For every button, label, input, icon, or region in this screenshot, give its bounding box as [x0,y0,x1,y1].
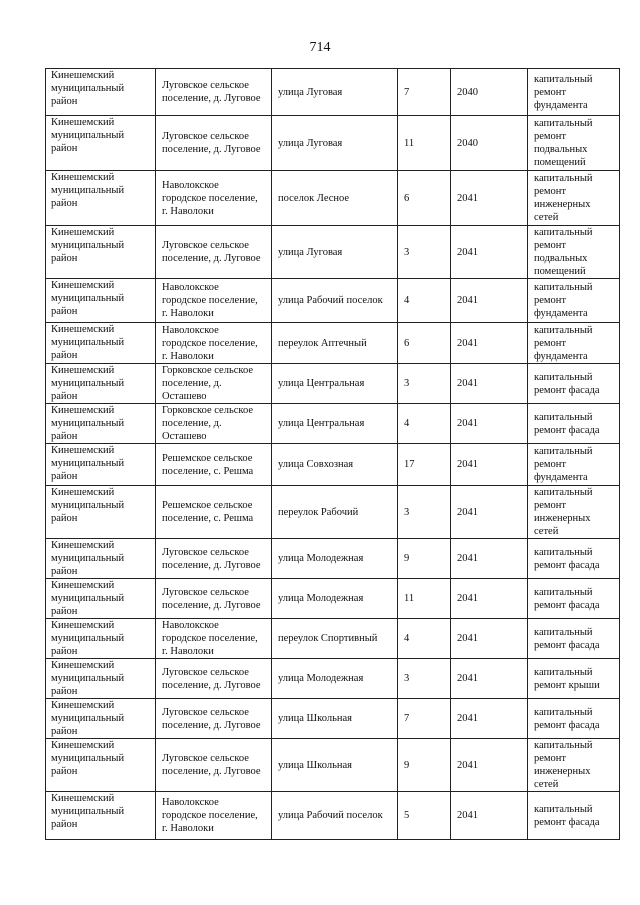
cell-settlement: Луговское сельское поселение, д. Луговое [156,226,272,279]
cell-street: улица Рабочий поселок [272,792,398,840]
cell-street: улица Молодежная [272,659,398,699]
cell-year: 2041 [451,739,528,792]
cell-year: 2041 [451,323,528,364]
page-number: 714 [309,40,331,55]
table-row [46,364,620,404]
cell-year: 2040 [451,69,528,116]
table-row [46,579,620,619]
table-row [46,792,620,840]
cell-year: 2041 [451,171,528,226]
cell-street: улица Центральная [272,364,398,404]
cell-house: 3 [398,659,451,699]
table-row [46,739,620,792]
cell-district: Кинешемский муниципальный район [46,279,156,323]
cell-street: улица Центральная [272,404,398,444]
cell-year: 2040 [451,116,528,171]
cell-district: Кинешемский муниципальный район [46,226,156,279]
cell-street: переулок Аптечный [272,323,398,364]
cell-settlement: Наволокское городское поселение, г. Наволоки [156,279,272,323]
cell-work: капитальный ремонт фасада [528,792,620,840]
cell-work: капитальный ремонт инженерных сетей [528,486,620,539]
table-row [46,444,620,486]
cell-year: 2041 [451,579,528,619]
cell-work: капитальный ремонт фасада [528,364,620,404]
cell-house: 11 [398,579,451,619]
table-row [46,486,620,539]
cell-work: капитальный ремонт фасада [528,404,620,444]
cell-year: 2041 [451,792,528,840]
cell-district: Кинешемский муниципальный район [46,579,156,619]
cell-house: 3 [398,226,451,279]
repair-schedule-table [45,68,620,840]
cell-settlement: Горковское сельское поселение, д. Осташево [156,404,272,444]
cell-year: 2041 [451,364,528,404]
cell-street: улица Луговая [272,116,398,171]
cell-district: Кинешемский муниципальный район [46,171,156,226]
cell-street: улица Школьная [272,739,398,792]
cell-work: капитальный ремонт фасада [528,699,620,739]
cell-house: 3 [398,486,451,539]
cell-settlement: Луговское сельское поселение, д. Луговое [156,69,272,116]
cell-work: капитальный ремонт инженерных сетей [528,171,620,226]
cell-year: 2041 [451,539,528,579]
cell-street: улица Школьная [272,699,398,739]
cell-house: 4 [398,404,451,444]
cell-work: капитальный ремонт подвальных помещений [528,226,620,279]
cell-house: 6 [398,171,451,226]
cell-district: Кинешемский муниципальный район [46,364,156,404]
cell-work: капитальный ремонт фундамента [528,69,620,116]
cell-work: капитальный ремонт фундамента [528,279,620,323]
cell-settlement: Луговское сельское поселение, д. Луговое [156,579,272,619]
cell-work: капитальный ремонт фундамента [528,444,620,486]
cell-street: улица Молодежная [272,579,398,619]
cell-district: Кинешемский муниципальный район [46,792,156,840]
cell-district: Кинешемский муниципальный район [46,69,156,116]
cell-district: Кинешемский муниципальный район [46,619,156,659]
cell-settlement: Луговское сельское поселение, д. Луговое [156,539,272,579]
cell-year: 2041 [451,444,528,486]
cell-street: улица Луговая [272,69,398,116]
cell-work: капитальный ремонт крыши [528,659,620,699]
cell-settlement: Луговское сельское поселение, д. Луговое [156,116,272,171]
cell-district: Кинешемский муниципальный район [46,404,156,444]
table-row [46,69,620,116]
table-row [46,116,620,171]
cell-settlement: Наволокское городское поселение, г. Наволоки [156,792,272,840]
cell-work: капитальный ремонт фасада [528,619,620,659]
cell-work: капитальный ремонт фундамента [528,323,620,364]
cell-district: Кинешемский муниципальный район [46,323,156,364]
table-row [46,619,620,659]
cell-settlement: Луговское сельское поселение, д. Луговое [156,659,272,699]
cell-street: улица Рабочий поселок [272,279,398,323]
cell-year: 2041 [451,659,528,699]
cell-house: 4 [398,279,451,323]
cell-street: улица Молодежная [272,539,398,579]
table-row [46,279,620,323]
cell-house: 7 [398,69,451,116]
cell-year: 2041 [451,619,528,659]
cell-settlement: Наволокское городское поселение, г. Наволоки [156,323,272,364]
cell-district: Кинешемский муниципальный район [46,539,156,579]
cell-house: 4 [398,619,451,659]
table-row [46,699,620,739]
cell-district: Кинешемский муниципальный район [46,116,156,171]
cell-street: поселок Лесное [272,171,398,226]
cell-settlement: Луговское сельское поселение, д. Луговое [156,699,272,739]
cell-work: капитальный ремонт инженерных сетей [528,739,620,792]
cell-district: Кинешемский муниципальный район [46,659,156,699]
table-row [46,226,620,279]
cell-district: Кинешемский муниципальный район [46,699,156,739]
cell-house: 17 [398,444,451,486]
cell-work: капитальный ремонт подвальных помещений [528,116,620,171]
table-row [46,659,620,699]
cell-house: 3 [398,364,451,404]
cell-street: улица Луговая [272,226,398,279]
cell-house: 7 [398,699,451,739]
cell-house: 9 [398,739,451,792]
cell-house: 9 [398,539,451,579]
table-row [46,323,620,364]
table-row [46,539,620,579]
cell-year: 2041 [451,404,528,444]
cell-district: Кинешемский муниципальный район [46,486,156,539]
cell-year: 2041 [451,226,528,279]
cell-settlement: Наволокское городское поселение, г. Наволоки [156,171,272,226]
cell-settlement: Решемское сельское поселение, с. Решма [156,486,272,539]
cell-house: 5 [398,792,451,840]
cell-settlement: Луговское сельское поселение, д. Луговое [156,739,272,792]
cell-work: капитальный ремонт фасада [528,539,620,579]
cell-year: 2041 [451,699,528,739]
cell-district: Кинешемский муниципальный район [46,444,156,486]
cell-settlement: Наволокское городское поселение, г. Наволоки [156,619,272,659]
table-row [46,404,620,444]
cell-settlement: Горковское сельское поселение, д. Осташево [156,364,272,404]
cell-house: 11 [398,116,451,171]
cell-year: 2041 [451,279,528,323]
cell-house: 6 [398,323,451,364]
cell-street: переулок Рабочий [272,486,398,539]
cell-street: переулок Спортивный [272,619,398,659]
cell-year: 2041 [451,486,528,539]
cell-work: капитальный ремонт фасада [528,579,620,619]
table-row [46,171,620,226]
cell-street: улица Совхозная [272,444,398,486]
cell-settlement: Решемское сельское поселение, с. Решма [156,444,272,486]
cell-district: Кинешемский муниципальный район [46,739,156,792]
